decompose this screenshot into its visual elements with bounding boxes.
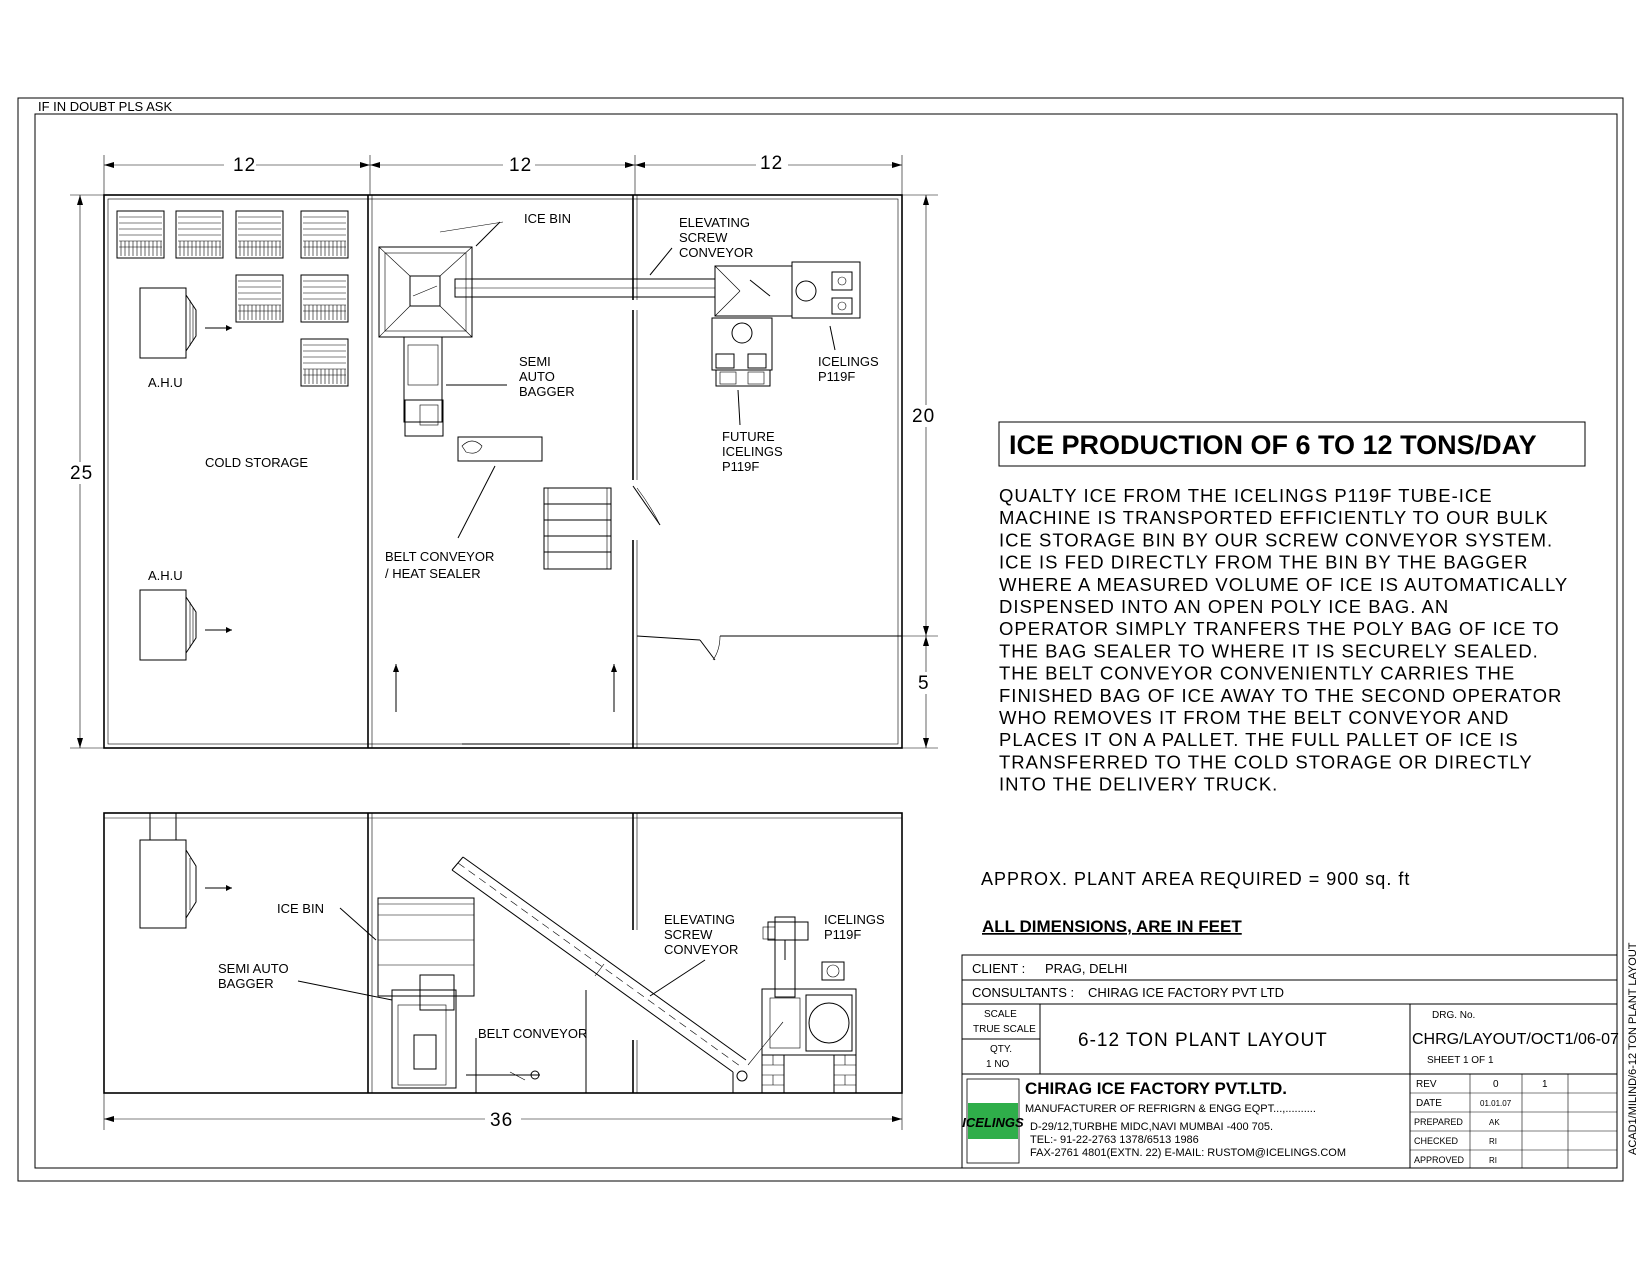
area-note: APPROX. PLANT AREA REQUIRED = 900 sq. ft (981, 869, 1411, 889)
svg-text:0: 0 (1493, 1079, 1499, 1090)
plan-future-icelings-label: FUTURE (722, 429, 775, 444)
svg-text:AUTO: AUTO (519, 369, 555, 384)
svg-text:RI: RI (1489, 1137, 1497, 1146)
company-fax-email: FAX-2761 4801(EXTN. 22) E-MAIL: RUSTOM@ICELINGS.COM (1030, 1147, 1346, 1159)
svg-text:DRG. No.: DRG. No. (1432, 1010, 1476, 1021)
svg-text:5: 5 (918, 673, 930, 694)
svg-text:REV: REV (1416, 1079, 1437, 1090)
drawing-number: CHRG/LAYOUT/OCT1/06-07 (1412, 1031, 1619, 1048)
plan-bagger-label: SEMI (519, 354, 551, 369)
date-value: 01.01.07 (1480, 1099, 1512, 1108)
plan-view (68, 153, 940, 748)
elevation-ice-bin-label: ICE BIN (277, 901, 324, 916)
header-note: IF IN DOUBT PLS ASK (38, 99, 173, 114)
dimensions-note: ALL DIMENSIONS, ARE IN FEET (982, 917, 1242, 936)
svg-text:12: 12 (760, 153, 784, 174)
description-line: ICE STORAGE BIN BY OUR SCREW CONVEYOR SYSTEM. (999, 529, 1554, 551)
elevation-icelings-label: ICELINGS (824, 912, 885, 927)
svg-text:BAGGER: BAGGER (218, 976, 274, 991)
description-line: FINISHED BAG OF ICE AWAY TO THE SECOND OPERATOR (999, 684, 1563, 706)
svg-text:SCREW: SCREW (664, 927, 713, 942)
scale-value: TRUE SCALE (973, 1024, 1036, 1035)
file-path-label: ACAD1/MILIND/6-12 TON PLANT LAYOUT (1627, 942, 1639, 1155)
plan-icelings-hopper (715, 266, 792, 316)
description-block (999, 485, 1568, 795)
plan-ice-bin-label: ICE BIN (524, 211, 571, 226)
svg-text:1: 1 (1542, 1079, 1548, 1090)
elevation-screw-conveyor (452, 857, 783, 1093)
pallet-stacks (117, 211, 348, 386)
plan-dimensions (68, 153, 940, 748)
elevation-outer-wall (104, 813, 902, 1093)
plan-semi-auto-bagger (404, 337, 442, 422)
pallet-stack (176, 211, 223, 258)
elevation-screw-label: ELEVATING (664, 912, 736, 927)
pallet-stack (236, 275, 283, 322)
plan-heat-sealer (458, 437, 542, 461)
svg-text:12: 12 (509, 155, 533, 176)
sheet-number: SHEET 1 OF 1 (1427, 1055, 1494, 1066)
pallet-stack (301, 275, 348, 322)
description-line: OPERATOR SIMPLY TRANFERS THE POLY BAG OF ICE TO (999, 618, 1560, 640)
svg-text:P119F: P119F (818, 369, 856, 384)
svg-text:QTY.: QTY. (990, 1044, 1013, 1055)
consultants-label: CONSULTANTS : (972, 985, 1075, 1000)
svg-text:PREPARED: PREPARED (1414, 1117, 1463, 1127)
plan-pallet-rack (544, 488, 611, 569)
description-line: QUALTY ICE FROM THE ICELINGS P119F TUBE-ICE (999, 485, 1493, 506)
company-name: CHIRAG ICE FACTORY PVT.LTD. (1025, 1079, 1287, 1098)
svg-text:P119F: P119F (722, 459, 760, 474)
description-line: WHO REMOVES IT FROM THE BELT CONVEYOR AND (999, 707, 1510, 728)
elevation-total-dimension: 36 (490, 1110, 514, 1131)
svg-text:DATE: DATE (1416, 1098, 1442, 1109)
client-label: CLIENT : (972, 961, 1026, 976)
elevation-bagger-label: SEMI AUTO (218, 961, 289, 976)
company-address: D-29/12,TURBHE MIDC,NAVI MUMBAI -400 705. (1030, 1121, 1274, 1133)
page-heading: ICE PRODUCTION OF 6 TO 12 TONS/DAY (1009, 430, 1537, 460)
ahu-label-1: A.H.U (148, 375, 183, 390)
svg-text:/ HEAT SEALER: / HEAT SEALER (385, 566, 481, 581)
description-line: INTO THE DELIVERY TRUCK. (999, 773, 1279, 795)
company-tel: TEL:- 91-22-2763 1378/6513 1986 (1030, 1134, 1199, 1146)
svg-text:25: 25 (70, 463, 94, 484)
plan-belt-conveyor-label: BELT CONVEYOR (385, 549, 495, 564)
svg-text:APPROVED: APPROVED (1414, 1155, 1465, 1165)
svg-text:ELEVATING: ELEVATING (679, 215, 751, 230)
description-line: DISPENSED INTO AN OPEN POLY ICE BAG. AN (999, 596, 1450, 617)
elevation-ahu (140, 840, 186, 928)
pallet-stack (301, 211, 348, 258)
svg-text:BAGGER: BAGGER (519, 384, 575, 399)
svg-text:CONVEYOR: CONVEYOR (664, 942, 739, 957)
plan-icelings-label: ICELINGS (818, 354, 879, 369)
svg-text:SCREW: SCREW (679, 230, 728, 245)
description-line: WHERE A MEASURED VOLUME OF ICE IS AUTOMATICALLY (999, 573, 1569, 595)
drawing-title: 6-12 TON PLANT LAYOUT (1078, 1030, 1328, 1051)
pallet-stack (236, 211, 283, 258)
ahu-unit-1 (140, 288, 186, 358)
qty-value: 1 NO (986, 1059, 1010, 1070)
svg-text:20: 20 (912, 406, 936, 427)
pallet-stack (117, 211, 164, 258)
company-tagline: MANUFACTURER OF REFRIGRN & ENGG EQPT...,.......... (1025, 1103, 1316, 1115)
description-line: THE BELT CONVEYOR CONVENIENTLY CARRIES THE (999, 662, 1516, 684)
svg-text:RI: RI (1489, 1156, 1497, 1165)
description-line: TRANSFERRED TO THE COLD STORAGE OR DIRECTLY (999, 751, 1533, 773)
ahu-label-2: A.H.U (148, 568, 183, 583)
elevation-ice-bin (378, 898, 474, 996)
svg-text:ICELINGS: ICELINGS (722, 444, 783, 459)
description-line: ICE IS FED DIRECTLY FROM THE BIN BY THE BAGGER (999, 551, 1529, 573)
elevation-belt-conveyor-label: BELT CONVEYOR (478, 1026, 588, 1041)
svg-text:CHECKED: CHECKED (1414, 1136, 1459, 1146)
description-line: THE BAG SEALER TO WHERE IT IS SECURELY SEALED. (999, 640, 1539, 662)
description-line: MACHINE IS TRANSPORTED EFFICIENTLY TO OUR BULK (999, 507, 1549, 529)
title-block (962, 955, 1619, 1168)
description-line: PLACES IT ON A PALLET. THE FULL PALLET OF ICE IS (999, 729, 1519, 751)
elevation-icelings-machine (762, 917, 856, 1093)
company-logo (962, 1079, 1024, 1163)
svg-text:AK: AK (1489, 1118, 1500, 1127)
cold-storage-label: COLD STORAGE (205, 455, 309, 470)
consultants-value: CHIRAG ICE FACTORY PVT LTD (1088, 985, 1285, 1000)
svg-text:CONVEYOR: CONVEYOR (679, 245, 754, 260)
svg-text:P119F: P119F (824, 927, 862, 942)
ahu-unit-2 (140, 590, 186, 660)
door-swing (633, 486, 660, 525)
plan-outer-wall (104, 195, 902, 748)
elevation-view (104, 813, 902, 1131)
client-value: PRAG, DELHI (1045, 961, 1128, 976)
revision-table (1410, 1074, 1617, 1168)
pallet-stack (301, 339, 348, 386)
plan-future-icelings (712, 318, 772, 370)
svg-text:SCALE: SCALE (984, 1009, 1017, 1020)
logo-text: ICELINGS (962, 1115, 1024, 1130)
svg-text:12: 12 (233, 155, 257, 176)
